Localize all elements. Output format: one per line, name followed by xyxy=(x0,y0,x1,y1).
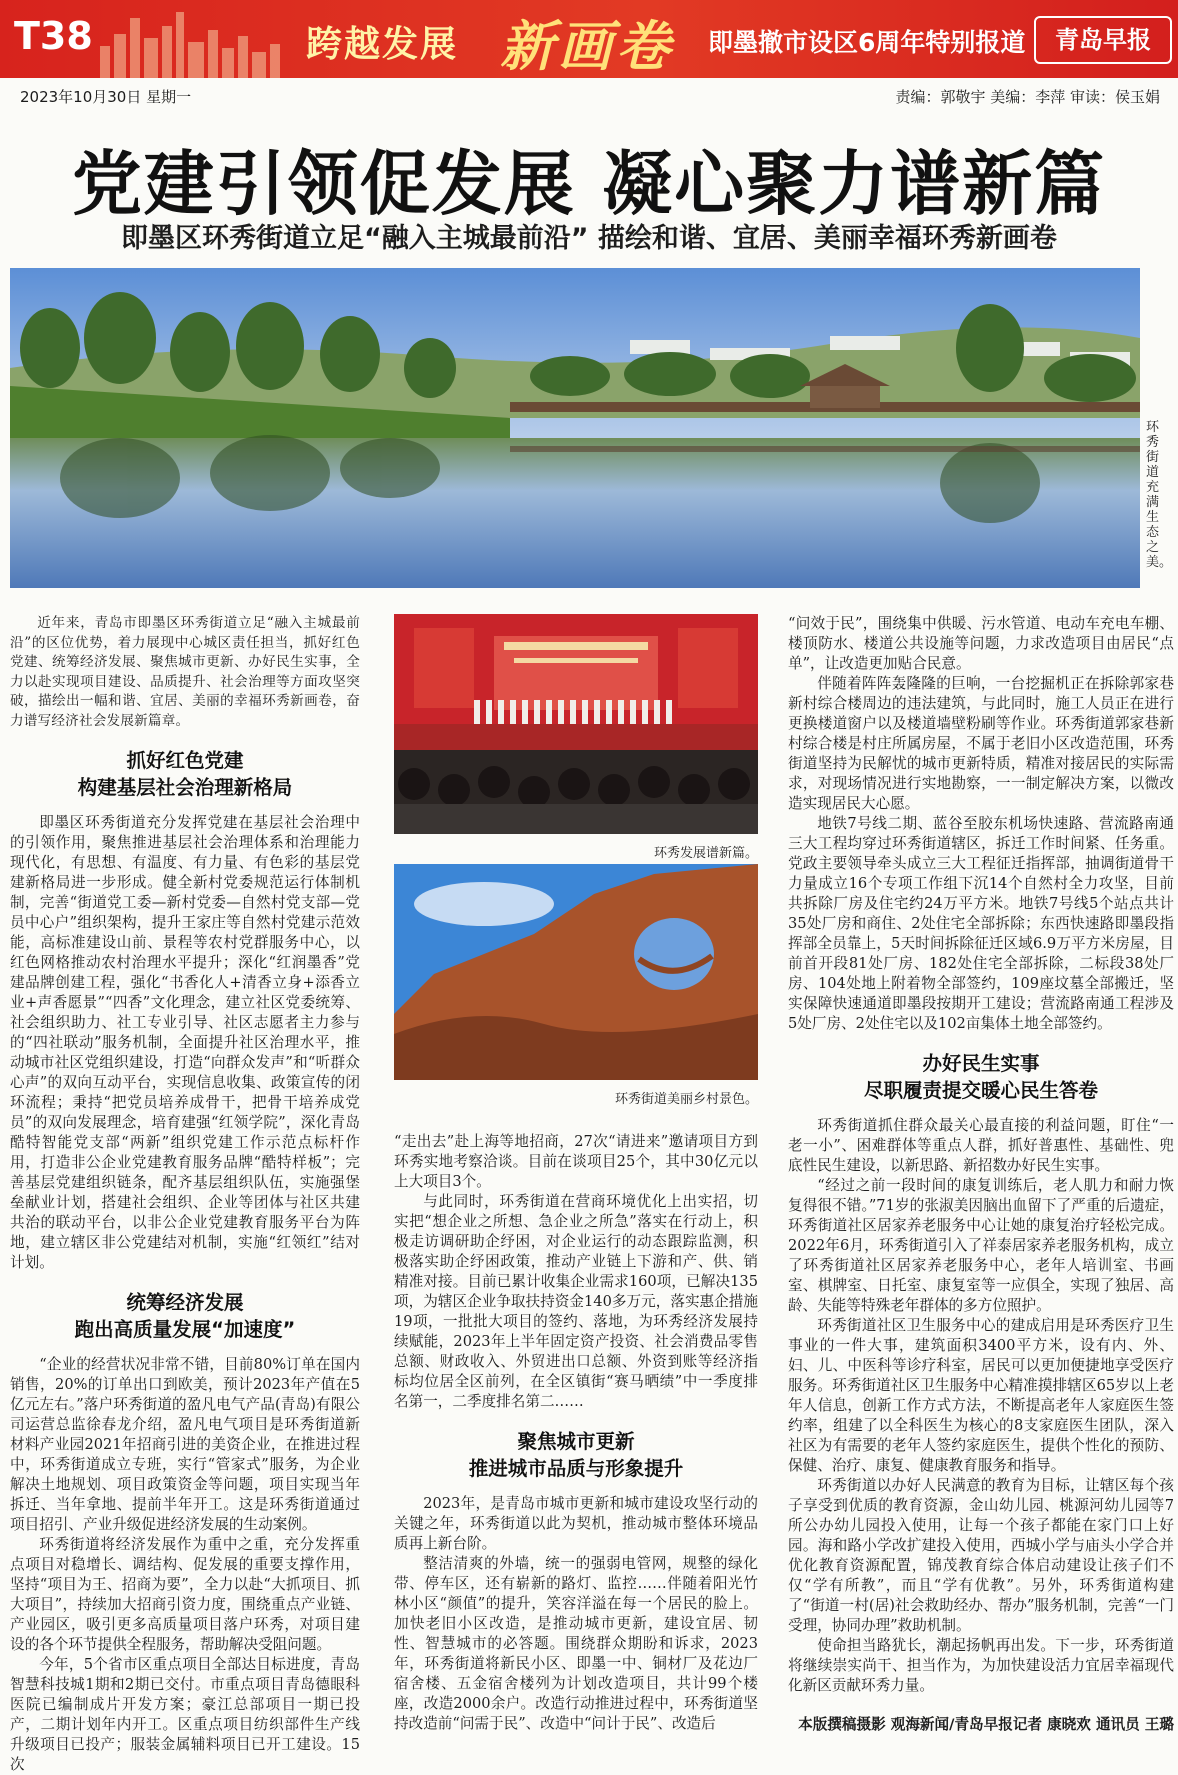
banner-slogan-a: 跨越发展 xyxy=(306,24,459,65)
article-paragraph: 整洁清爽的外墙，统一的强弱电管网，规整的绿化带、停车区，还有崭新的路灯、监控……伴随着阳光竹林小区“颜值”的提升，笑容洋溢在每一个居民的脸上。加快老旧小区改造，是推动城市更新，建设宜居、韧性、智慧城市的必答题。围绕群众期盼和诉求，2023年，环秀街道将新民小区、即墨一中、铜材厂及花边厂宿舍楼、五金宿舍楼列为计划改造项目，共计99个楼座，改造2000余户。改造行动推进过程中，环秀街道坚持改造前“问需于民”、改造中“问计于民”、改造后 xyxy=(394,1555,758,1732)
article-paragraph: 即墨区环秀街道充分发挥党建在基层社会治理中的引领作用，聚焦推进基层社会治理体系和治理能力现代化，有思想、有温度、有力量、有色彩的基层党建新格局进一步形成。健全新村党委规范运行体制机制，完善“街道党工委—新村党委—自然村党支部—党员中心户”组织架构，提升王家庄等自然村党建示范效能，高标准建设山前、景程等农村党群服务中心，以红色网格推动农村治理水平提升；深化“红润墨香”党建品牌创建工程，强化“书香化人+清香立身+添香立业+声香愿景”“四香”文化理念，建立社区党委统筹、社会组织助力、社工专业引导、社区志愿者主力参与的“四社联动”服务机制，全面提升社区治理水平，推动城市社区党组织建设，打造“向群众发声”和“听群众心声”的双向互动平台，实现信息收集、政策宣传的闭环流程；秉持“把党员培养成骨干，把骨干培养成党员”的双向发展理念，培育建强“红领学院”，深化青岛酷特智能党支部“两新”组织党建工作示范点标杆作用，打造非公企业党建教育服务品牌“酷特样板”；完善基层党建组织链条，配齐基层组织队伍，实施强堡垒献业计划，搭建社会组织、企业等团体与社区共建共治的联动平台，以非公企业党建教育服务平台为阵地，建立辖区非公党建结对机制，实施“红领红”结对计划。 xyxy=(10,814,360,1271)
special-report-label: 即墨撤市设区6周年特别报道 xyxy=(708,28,1026,57)
article-paragraph: 2023年，是青岛市城市更新和城市建设攻坚行动的关键之年，环秀街道以此为契机，推动城市整体环境品质再上新台阶。 xyxy=(394,1495,758,1552)
section-heading-line: 聚焦城市更新 xyxy=(517,1430,635,1453)
article-paragraph: 今年，5个省市区重点项目全部达目标进度，青岛智慧科技城1期和2期已交付。市重点项目青岛德眼科医院已编制成片开发方案；豪江总部项目一期已投产，二期计划年内开工。区重点项目纺织部件生产线升级项目已投产；服装金属辅料项目已开工建设。15次 xyxy=(10,1656,360,1773)
article-paragraph: “企业的经营状况非常不错，目前80%订单在国内销售，20%的订单出口到欧美，预计2023年产值在5亿元左右。”落户环秀街道的盈凡电气产品(青岛)有限公司运营总监徐春龙介绍，盈凡电气项目是环秀街道新材料产业园2021年招商引进的美资企业，在推进过程中，环秀街道成立专班，实行“管家式”服务，为企业解决土地规划、项目政策资金等问题，项目实现当年拆迁、当年拿地、提前半年开工。这是环秀街道通过项目招引、产业升级促进经济发展的生动案例。 xyxy=(10,1356,360,1533)
article-column-2 xyxy=(394,1132,758,1734)
page-headline: 党建引领促发展 凝心聚力谱新篇 xyxy=(71,143,1107,225)
article-paragraph: “问效于民”，围绕集中供暖、污水管道、电动车充电车棚、楼顶防水、楼道公共设施等问题，力求改造项目由居民“点单”，让改造更加贴合民意。 xyxy=(788,615,1174,672)
article-byline: 本版撰稿摄影 观海新闻/青岛早报记者 康晓欢 通讯员 王璐 xyxy=(798,1716,1174,1733)
article-paragraph: “走出去”赴上海等地招商，27次“请进来”邀请项目方到环秀实地考察洽谈。目前在谈项目25个，其中30亿元以上大项目3个。 xyxy=(394,1133,758,1190)
section-heading-livelihood xyxy=(788,1050,1174,1104)
article-intro: 近年来，青岛市即墨区环秀街道立足“融入主城最前沿”的区位优势，着力展现中心城区责任担当，抓好红色党建、统筹经济发展、聚焦城市更新、办好民生实事，全力以赴实现项目建设、品质提升、社会治理等方面攻坚突破，描绘出一幅和谐、宜居、美丽的幸福环秀新画卷，奋力谱写经济社会发展新篇章。 xyxy=(10,615,360,729)
rock-photo-caption: 环秀街道美丽乡村景色。 xyxy=(614,1092,758,1107)
article-paragraph: 环秀街道以办好人民满意的教育为目标，让辖区每个孩子享受到优质的教育资源，金山幼儿园、桃源河幼儿园等7所公办幼儿园投入使用，让每一个孩子都能在家门口上好园。海和路小学改扩建投入使用，西城小学与庙头小学合并优化教育资源配置，锦茂教育综合体启动建设让孩子们不仅“学有所教”，而且“学有优教”。另外，环秀街道构建了“街道一村(居)社会救助经办、帮办”服务机制，完善“一门受理，协同办理”救助机制。 xyxy=(788,1477,1174,1634)
article-column-1 xyxy=(10,614,360,1775)
article-paragraph: 环秀街道社区卫生服务中心的建成启用是环秀医疗卫生事业的一件大事，建筑面积3400平方米，设有内、外、妇、儿、中医科等诊疗科室，居民可以更加便捷地享受医疗服务。环秀街道社区卫生服务中心精准摸排辖区65岁以上老年人信息，创新工作方式方法，不断提高老年人家庭医生签约率，组建了以全科医生为核心的8支家庭医生团队，深入社区为有需要的老年人签约家庭医生，提供个性化的预防、保健、治疗、康复、健康教育服务和指导。 xyxy=(788,1317,1174,1474)
section-heading-line: 抓好红色党建 xyxy=(126,749,244,772)
newspaper-logo: 青岛早报 xyxy=(1034,16,1172,64)
article-paragraph: 与此同时，环秀街道在营商环境优化上出实招，切实把“想企业之所想、急企业之所急”落实在行动上，积极走访调研助企纾困，对企业运行的动态跟踪监测，积极落实助企纾困政策，推动产业链上下游和产、供、销精准对接。目前已累计收集企业需求160项，已解决135项，为辖区企业争取扶持资金140多万元，落实惠企措施19项，一批批大项目的签约、落地，为环秀经济发展持续赋能，2023年上半年固定资产投资、社会消费品零售总额、财政收入、外贸进出口总额、外资到账等经济指标均位居全区前列，在全区镇街“赛马晒绩”中一季度排名第一，二季度排名第二…… xyxy=(394,1193,758,1410)
main-photo-caption: 环秀街道充满生态之美。 xyxy=(1146,420,1173,570)
article-paragraph: 环秀街道抓住群众最关心最直接的利益问题，盯住“一老一小”、困难群体等重点人群，抓好普惠性、基础性、兜底性民生建设，以新思路、新招数办好民生实事。 xyxy=(788,1117,1174,1174)
page-number: T38 xyxy=(14,14,93,58)
stage-photo-caption: 环秀发展谱新篇。 xyxy=(653,846,758,861)
section-heading-line: 跑出高质量发展“加速度” xyxy=(74,1318,296,1341)
section-heading-line: 构建基层社会治理新格局 xyxy=(77,776,293,799)
article-paragraph: 伴随着阵阵轰隆隆的巨响，一台挖掘机正在拆除郭家巷新村综合楼周边的违法建筑，与此同时，施工人员正在进行更换楼道窗户以及楼道墙壁粉刷等作业。环秀街道郭家巷新村综合楼是村庄所属房屋，不属于老旧小区改造范围，环秀街道坚持为民解忧的城市更新特质，精准对接居民的实际需求，对现场情况进行实地勘察，一一制定解决方案，以微改造实现居民大心愿。 xyxy=(788,675,1174,812)
section-heading-line: 尽职履责提交暖心民生答卷 xyxy=(863,1079,1098,1102)
city-skyline-graphic xyxy=(90,8,300,78)
article-paragraph: 使命担当路犹长，潮起扬帆再出发。下一步，环秀街道将继续崇实尚干、担当作为，为加快建设活力宜居幸福现代化新区贡献环秀力量。 xyxy=(788,1637,1174,1694)
article-column-3 xyxy=(788,614,1174,1696)
stage-event-photo xyxy=(394,614,758,834)
article-paragraph: 地铁7号线二期、蓝谷至胶东机场快速路、营流路南通三大工程均穿过环秀街道辖区，拆迁工作时间紧、任务重。党政主要领导牵头成立三大工程征迁指挥部，抽调街道骨干力量成立16个专项工作组下沉14个自然村全力攻坚，目前共拆除厂房及住宅约24万平方米。地铁7号线5个站点共计35处厂房和商住、2处住宅全部拆除；东西快速路即墨段指挥部全员靠上，5天时间拆除征迁区域6.9万平方米房屋，目前首开段81处厂房、182处住宅全部拆除，二标段38处厂房、104处地上附着物全部签约，109座坟墓全部搬迁，坚实保障快速通道即墨段按期开工建设；营流路南通工程涉及5处厂房、2处住宅以及102亩集体土地全部签约。 xyxy=(788,815,1174,1032)
section-heading-line: 推进城市品质与形象提升 xyxy=(468,1457,684,1480)
lake-boardwalk-photo xyxy=(10,268,1140,588)
section-heading-line: 统筹经济发展 xyxy=(126,1291,244,1314)
editor-credits: 责编：郭敬宇 美编：李萍 审读：侯玉娟 xyxy=(895,88,1160,106)
article-paragraph: “经过之前一段时间的康复训练后，老人肌力和耐力恢复得很不错。”71岁的张淑美因脑出血留下了严重的后遗症，环秀街道社区居家养老服务中心让她的康复治疗轻松完成。2022年6月，环秀街道引入了祥泰居家养老服务机构，成立了环秀街道社区居家养老服务中心，老年人培训室、书画室、棋牌室、日托室、康复室等一应俱全，实现了独居、高龄、失能等特殊老年群体的多方位照护。 xyxy=(788,1177,1174,1314)
red-rock-arch-photo xyxy=(394,864,758,1080)
page-subheadline: 即墨区环秀街道立足“融入主城最前沿” 描绘和谐、宜居、美丽幸福环秀新画卷 xyxy=(121,223,1057,254)
issue-date: 2023年10月30日 星期一 xyxy=(20,88,192,106)
section-heading-economy xyxy=(10,1289,360,1343)
section-heading-party-building xyxy=(10,747,360,801)
masthead-banner xyxy=(0,0,1178,78)
section-heading-line: 办好民生实事 xyxy=(922,1052,1040,1075)
section-heading-urban-renewal xyxy=(394,1428,758,1482)
article-paragraph: 环秀街道将经济发展作为重中之重，充分发挥重点项目对稳增长、调结构、促发展的重要支撑作用，坚持“项目为王、招商为要”，全力以赴“大抓项目、抓大项目”，持续加大招商引资力度，围绕重点产业链、产业园区，吸引更多高质量项目落户环秀，对项目建设的各个环节提供全程服务，帮助解决受阻问题。 xyxy=(10,1536,360,1653)
banner-slogan-b: 新画卷 xyxy=(500,14,674,78)
